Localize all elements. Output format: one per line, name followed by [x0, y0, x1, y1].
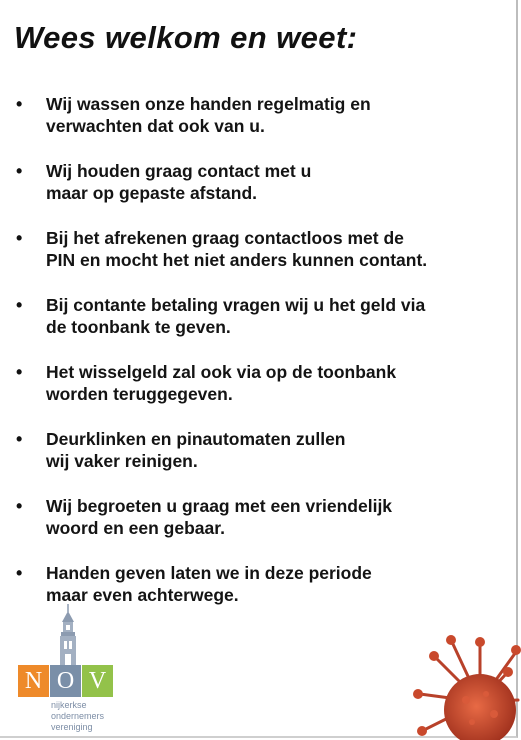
bullet-marker: •	[16, 161, 23, 181]
line: Bij het afrekenen graag contactloos met de	[46, 228, 404, 248]
line: Het wisselgeld zal ook via op de toonbank	[46, 362, 397, 382]
line: verwachten dat ook van u.	[46, 116, 265, 136]
line: woord en een gebaar.	[46, 518, 225, 538]
page-title: Wees welkom en weet:	[14, 20, 358, 55]
bullet-marker: •	[16, 362, 23, 382]
bullet-marker: •	[16, 94, 23, 114]
org-line: nijkerkse	[51, 700, 87, 710]
line: de toonbank te geven.	[46, 317, 231, 337]
list-item	[16, 93, 496, 160]
list-item-text	[46, 428, 496, 472]
list-item-text	[46, 93, 496, 137]
list-item	[16, 495, 496, 562]
line: Wij houden graag contact met u	[46, 161, 312, 181]
logo-letter-n: N	[18, 665, 49, 697]
bullet-marker: •	[16, 295, 23, 315]
line: Wij begroeten u graag met een vriendelijk	[46, 496, 393, 516]
line: Deurklinken en pinautomaten zullen	[46, 429, 346, 449]
logo-letters	[18, 665, 113, 697]
line: worden teruggegeven.	[46, 384, 233, 404]
line: Bij contante betaling vragen wij u het geld via	[46, 295, 426, 315]
list-item-text	[46, 495, 496, 539]
org-line: vereniging	[51, 722, 93, 732]
list-item	[16, 227, 496, 294]
list-item-text	[46, 160, 496, 204]
bullet-marker: •	[16, 496, 23, 516]
bullet-list	[16, 93, 496, 629]
bullet-marker: •	[16, 228, 23, 248]
nov-logo	[18, 604, 128, 734]
list-item	[16, 160, 496, 227]
list-item-text	[46, 294, 496, 338]
line: Handen geven laten we in deze periode	[46, 563, 372, 583]
line: Wij wassen onze handen regelmatig en	[46, 94, 371, 114]
bullet-marker: •	[16, 563, 23, 583]
list-item	[16, 294, 496, 361]
line: wij vaker reinigen.	[46, 451, 198, 471]
coronavirus-icon	[410, 630, 521, 740]
org-line: ondernemers	[51, 711, 105, 721]
list-item	[16, 428, 496, 495]
line: PIN en mocht het niet anders kunnen contant.	[46, 250, 428, 270]
logo-org-name	[51, 700, 104, 733]
church-tower-icon	[56, 604, 80, 666]
logo-letter-v: V	[82, 665, 113, 697]
list-item-text	[46, 562, 496, 606]
line: maar even achterwege.	[46, 585, 239, 605]
bullet-marker: •	[16, 429, 23, 449]
list-item-text	[46, 361, 496, 405]
line: maar op gepaste afstand.	[46, 183, 258, 203]
logo-letter-o: O	[50, 665, 81, 697]
list-item	[16, 361, 496, 428]
list-item-text	[46, 227, 496, 271]
